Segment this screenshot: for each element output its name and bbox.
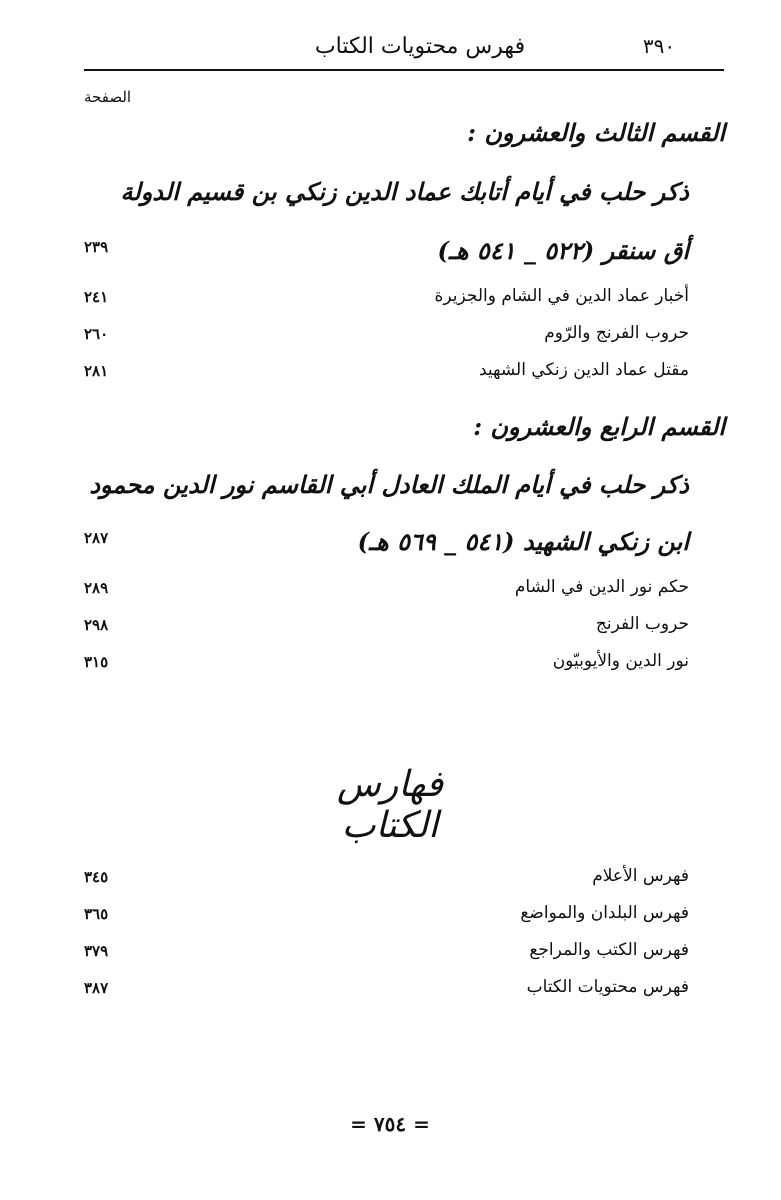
toc-entry [84,286,689,316]
toc-entry [84,577,689,607]
section-24-title-line: ذكر حلب في أيام الملك العادل أبي القاسم نور الدين محمود [89,470,689,499]
toc-entry-page: ٢٣٩ [84,238,109,256]
header-divider [84,69,724,71]
toc-entry-page: ٢٨١ [84,362,109,380]
footer-page-number: = ٧٥٤ = [350,1112,430,1136]
toc-entry [84,360,689,390]
index-entry-text: فهرس الأعلام [592,866,689,886]
page-column-label: الصفحة [84,88,132,106]
toc-entry-text: ابن زنكي الشهيد (٥٤١ _ ٥٦٩ هـ) [357,527,689,556]
index-entry-page: ٣٤٥ [84,868,109,886]
toc-entry-text: حكم نور الدين في الشام [514,577,689,597]
toc-entry-text: حروب الفرنج [595,614,689,634]
toc-entry-text: أق سنقر (٥٢٢ _ ٥٤١ هـ) [437,236,689,265]
toc-entry-text: مقتل عماد الدين زنكي الشهيد [478,360,689,380]
toc-entry-page: ٢٨٧ [84,529,109,547]
toc-entry-page: ٢٩٨ [84,616,109,634]
toc-entry-page: ٢٤١ [84,288,109,306]
index-entry [84,977,689,1007]
toc-entry-page: ٣١٥ [84,653,109,671]
toc-entry [84,323,689,353]
index-entry-page: ٣٧٩ [84,942,109,960]
index-entry-page: ٣٦٥ [84,905,109,923]
toc-entry-text: أخبار عماد الدين في الشام والجزيرة [434,286,689,306]
toc-entry-text: حروب الفرنج والرّوم [544,323,689,343]
toc-entry-page: ٢٨٩ [84,579,109,597]
toc-entry-text: نور الدين والأيوبيّون [552,651,689,671]
index-entry-text: فهرس الكتب والمراجع [529,940,689,960]
toc-entry-page: ٢٦٠ [84,325,109,343]
index-entry-text: فهرس البلدان والمواضع [520,903,689,923]
index-entry [84,866,689,896]
indexes-title: فهارس الكتاب [336,764,444,846]
running-title: فهرس محتويات الكتاب [314,34,526,59]
section-23-heading: القسم الثالث والعشرون : [467,118,725,147]
toc-entry [84,236,689,266]
section-24-heading: القسم الرابع والعشرون : [473,412,725,441]
page-number: ٣٩٠ [642,34,676,58]
index-entry [84,940,689,970]
section-23-title-line: ذكر حلب في أيام أتابك عماد الدين زنكي بن قسيم الدولة [120,177,689,206]
index-entry-page: ٣٨٧ [84,979,109,997]
index-entry-text: فهرس محتويات الكتاب [526,977,689,997]
toc-entry [84,651,689,681]
toc-entry [84,614,689,644]
index-entry [84,903,689,933]
toc-entry [84,527,689,557]
